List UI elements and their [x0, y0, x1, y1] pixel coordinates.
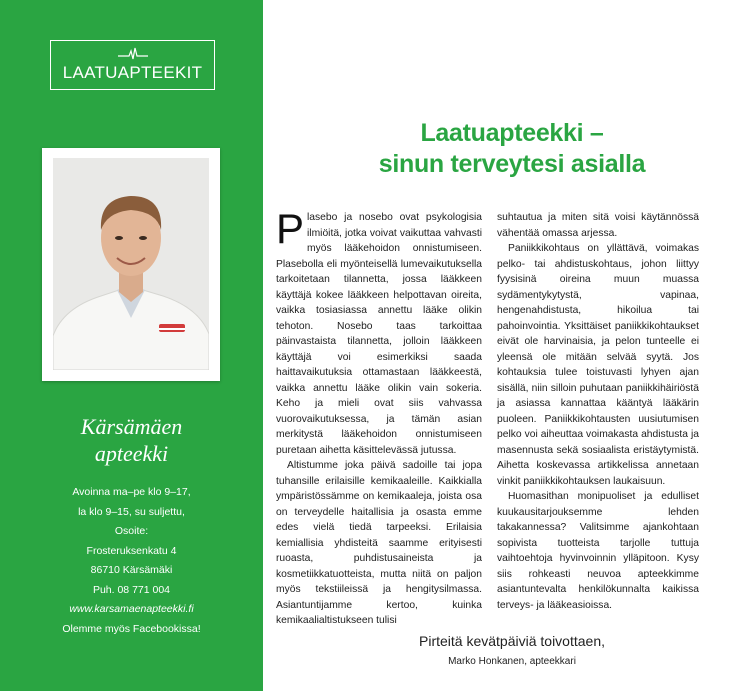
website-link[interactable]: www.karsamaenapteekki.fi — [69, 603, 194, 615]
pharmacist-portrait-icon — [53, 158, 209, 370]
paragraph-text: lasebo ja nosebo ovat psykologisia ilmiöitä, jotka voivat vaikuttaa vahvasti myös lääkehoidon onnistumiseen. Plasebolla eli myönteisellä lumevaikutuksella tarkoitetaan tilannetta, jossa lääkkeen käyttäjä kokee lääkkeen helpottavan oireita, vaikka tosiasiassa annettu lääke olikin tehoton. Nosebo taas tarkoittaa päinvastaista tilannetta, jolloin lääkkeen käyttäjä voi esimerkiksi saada haittavaikutuksia ottamastaan lääkkeestä, vaikka annettu lääke olikin vain sokeria. Keho ja mieli ovat siis vahvassa vuorovaikutuksessa, ja tämän asian merkitystä lääkehoidon onnistumiseen puretaan aihetta käsittelevässä jutussa. — [276, 212, 482, 456]
article-title — [270, 118, 754, 180]
brand-logo-text: LAATUAPTEEKIT — [62, 63, 203, 82]
sidebar — [0, 0, 263, 691]
address-label: Osoite: — [114, 525, 149, 537]
drop-cap: P — [276, 205, 305, 252]
article-column-left — [276, 205, 482, 629]
paragraph: Paniikkikohtaus on yllättävä, voimakas pelko- tai ahdistuskohtaus, johon liittyy fyysisinä oireina muun muassa sydämentykytystä, vapinaa, hengenahdistusta, hikoilua tai pahoinvointia. Yksittäiset paniikkikohtaukset eivät ole harvinaisia, ja pelon tunteelle ei yleensä ole mitään selvää syytä. Jos kohtauksia tulee toistuvasti lyhyen ajan sisällä, niin silloin puhutaan paniikkihäiriöstä ja asiassa kannattaa kääntyä lääkärin puoleen. Paniikkikohtausten uusiutumisen pelko voi aiheuttaa voimakasta ahdistusta ja masennusta sekä sosiaalista eristäytymistä. Aihetta koskevassa artikkelissa annetaan vinkit paniikkikohtauksen laukaisuun. — [497, 243, 699, 487]
closing-greeting: Pirteitä kevätpäiviä toivottaen, — [419, 633, 605, 649]
paragraph: suhtautua ja miten sitä voisi käytännössä vähentää omassa arjessa. — [497, 212, 699, 239]
contact-info — [0, 483, 263, 639]
heartbeat-icon — [118, 47, 148, 61]
opening-hours-weekdays: Avoinna ma–pe klo 9–17, — [72, 486, 191, 498]
paragraph: Altistumme joka päivä sadoille tai jopa tuhansille erilaisille kemikaaleille. Kaikkialla ympäristössämme on kemikaaleja, joista osa on terveydelle haitallisia ja osasta emme edes vielä tiedä tarpeeksi. Erilaisia kemiallisia yhdisteitä saamme erityisesti ruoasta, puhdistusaineista ja kosmetiikkatuotteista, mutta niitä on paljon myös tekstiileissä ja hengitysilmassa. Asiantuntijamme kertoo, kuinka kemikaalialtistukseen tulisi — [276, 460, 482, 626]
pharmacy-name-line1: Kärsämäen — [80, 414, 183, 439]
article-column-right — [497, 210, 699, 613]
pharmacy-name — [0, 413, 263, 467]
paragraph — [276, 205, 482, 458]
paragraph: Huomasithan monipuoliset ja edulliset kuukausitarjouksemme lehden takakannessa? Valitsimme ajankohtaan sopivista tuotteista tarjolle tuttuja vaihtoehtoja hyvinvoinnin ylläpitoon. Kysy siis rohkeasti neuvoa apteekkimme asiantuntevalta henkilökunnalta kaikissa terveys- ja lääkeasioissa. — [497, 491, 699, 611]
article-title-line1: Laatuapteekki – — [420, 119, 604, 147]
brand-logo[interactable] — [50, 40, 215, 90]
pharmacy-name-line2: apteekki — [94, 441, 169, 466]
street-address: Frosteruksenkatu 4 — [86, 544, 177, 557]
facebook-note: Olemme myös Facebookissa! — [62, 622, 201, 635]
photo-frame — [42, 148, 220, 381]
article-title-line2: sinun terveytesi asialla — [378, 150, 646, 178]
phone-number: Puh. 08 771 004 — [92, 583, 171, 596]
signature: Marko Honkanen, apteekkari — [448, 656, 576, 667]
postal-address: 86710 Kärsämäki — [90, 564, 173, 576]
opening-hours-weekend: la klo 9–15, su suljettu, — [78, 505, 185, 518]
